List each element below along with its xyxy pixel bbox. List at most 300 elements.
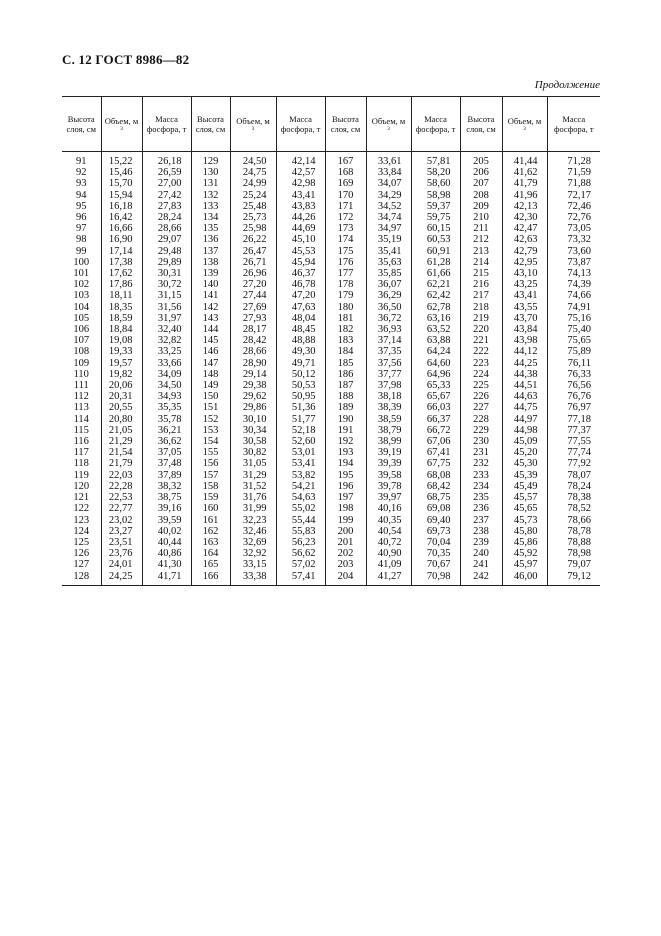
- mass-cell: 39,59: [142, 515, 191, 526]
- volume-cell: 28,17: [230, 324, 276, 335]
- height-cell: 156: [191, 458, 230, 469]
- mass-cell: 61,66: [411, 268, 460, 279]
- table-row: [62, 313, 600, 324]
- height-cell: 113: [73, 402, 89, 414]
- height-cell: 224: [460, 369, 502, 380]
- height-cell: 131: [191, 178, 230, 189]
- mass-cell: 79,12: [547, 571, 600, 586]
- volume-cell: 24,50: [230, 152, 276, 168]
- volume-cell: 45,30: [502, 458, 547, 469]
- height-cell: 235: [460, 492, 502, 503]
- height-cell: 159: [191, 492, 230, 503]
- volume-cell: 44,63: [502, 391, 547, 402]
- height-cell: 108: [73, 346, 90, 358]
- height-cell: 203: [325, 559, 366, 570]
- height-cell: 116: [73, 436, 89, 448]
- height-cell: 237: [460, 515, 502, 526]
- height-cell: 112: [73, 391, 89, 403]
- height-cell: 160: [191, 503, 230, 514]
- height-cell: 115: [73, 424, 89, 436]
- height-cell: 140: [191, 279, 230, 290]
- mass-cell: 67,06: [411, 436, 460, 447]
- volume-cell: 22,03: [101, 470, 142, 481]
- volume-cell: 21,79: [101, 458, 142, 469]
- height-cell: 106: [73, 324, 90, 336]
- volume-cell: 35,63: [366, 257, 411, 268]
- height-cell: 169: [325, 178, 366, 189]
- mass-cell: 71,28: [547, 152, 600, 168]
- mass-cell: 62,78: [411, 302, 460, 313]
- height-cell: 138: [191, 257, 230, 268]
- mass-cell: 37,05: [142, 447, 191, 458]
- mass-cell: 74,66: [547, 290, 600, 301]
- table-row: [62, 425, 600, 436]
- volume-cell: 45,92: [502, 548, 547, 559]
- mass-cell: 53,01: [276, 447, 325, 458]
- height-cell: 222: [460, 346, 502, 357]
- mass-cell: 50,12: [276, 369, 325, 380]
- height-cell: 150: [191, 391, 230, 402]
- height-cell: 198: [325, 503, 366, 514]
- mass-cell: 46,37: [276, 268, 325, 279]
- mass-cell: 54,63: [276, 492, 325, 503]
- volume-cell: 43,41: [502, 290, 547, 301]
- mass-cell: 26,59: [142, 167, 191, 178]
- table-row: [62, 526, 600, 537]
- height-cell: 180: [325, 302, 366, 313]
- volume-cell: 31,99: [230, 503, 276, 514]
- volume-cell: 28,42: [230, 335, 276, 346]
- height-cell: 118: [73, 458, 89, 470]
- height-cell: 104: [73, 301, 90, 313]
- mass-cell: 31,15: [142, 290, 191, 301]
- volume-cell: 45,65: [502, 503, 547, 514]
- mass-cell: 38,32: [142, 481, 191, 492]
- volume-cell: 27,93: [230, 313, 276, 324]
- height-cell: 147: [191, 358, 230, 369]
- mass-cell: 49,30: [276, 346, 325, 357]
- height-cell: 213: [460, 246, 502, 257]
- table-row: [62, 223, 600, 234]
- height-cell: 123: [73, 514, 90, 526]
- volume-cell: 45,86: [502, 537, 547, 548]
- table-row: [62, 492, 600, 503]
- height-cell: 212: [460, 234, 502, 245]
- table-row: [62, 290, 600, 301]
- table-row: [62, 391, 600, 402]
- volume-cell: 31,29: [230, 470, 276, 481]
- table-row: [62, 515, 600, 526]
- volume-cell: 36,29: [366, 290, 411, 301]
- height-cell: 100: [73, 256, 90, 268]
- mass-cell: 52,18: [276, 425, 325, 436]
- height-cell: 124: [73, 525, 90, 537]
- volume-cell: 25,24: [230, 190, 276, 201]
- volume-cell: 40,90: [366, 548, 411, 559]
- volume-cell: 41,62: [502, 167, 547, 178]
- volume-cell: 18,35: [101, 302, 142, 313]
- volume-cell: 33,15: [230, 559, 276, 570]
- mass-cell: 48,45: [276, 324, 325, 335]
- volume-cell: 34,07: [366, 178, 411, 189]
- mass-cell: 77,74: [547, 447, 600, 458]
- height-cell: 227: [460, 402, 502, 413]
- table-row: [62, 559, 600, 570]
- volume-cell: 26,71: [230, 257, 276, 268]
- volume-cell: 39,19: [366, 447, 411, 458]
- height-cell: 179: [325, 290, 366, 301]
- table-row: [62, 481, 600, 492]
- volume-cell: 19,82: [101, 369, 142, 380]
- header-height: Высота слоя, см: [325, 97, 366, 152]
- mass-cell: 55,02: [276, 503, 325, 514]
- mass-cell: 38,75: [142, 492, 191, 503]
- volume-cell: 43,25: [502, 279, 547, 290]
- height-cell: 200: [325, 526, 366, 537]
- table-row: [62, 234, 600, 245]
- mass-cell: 36,21: [142, 425, 191, 436]
- volume-cell: 40,35: [366, 515, 411, 526]
- mass-cell: 57,81: [411, 152, 460, 168]
- table-row: [62, 268, 600, 279]
- height-cell: 218: [460, 302, 502, 313]
- mass-cell: 45,94: [276, 257, 325, 268]
- volume-cell: 45,57: [502, 492, 547, 503]
- height-cell: 151: [191, 402, 230, 413]
- volume-cell: 29,62: [230, 391, 276, 402]
- height-cell: 219: [460, 313, 502, 324]
- mass-cell: 59,37: [411, 201, 460, 212]
- height-cell: 210: [460, 212, 502, 223]
- mass-cell: 70,67: [411, 559, 460, 570]
- height-cell: 186: [325, 369, 366, 380]
- mass-cell: 32,82: [142, 335, 191, 346]
- mass-cell: 51,36: [276, 402, 325, 413]
- mass-cell: 29,07: [142, 234, 191, 245]
- height-cell: 205: [460, 152, 502, 168]
- mass-cell: 58,60: [411, 178, 460, 189]
- height-cell: 233: [460, 470, 502, 481]
- mass-cell: 58,20: [411, 167, 460, 178]
- volume-cell: 37,98: [366, 380, 411, 391]
- table-row: [62, 470, 600, 481]
- mass-cell: 68,42: [411, 481, 460, 492]
- height-cell: 170: [325, 190, 366, 201]
- table-row: [62, 537, 600, 548]
- height-cell: 154: [191, 436, 230, 447]
- height-cell: 208: [460, 190, 502, 201]
- volume-cell: 30,10: [230, 414, 276, 425]
- volume-cell: 33,61: [366, 152, 411, 168]
- height-cell: 173: [325, 223, 366, 234]
- volume-cell: 44,38: [502, 369, 547, 380]
- height-cell: 178: [325, 279, 366, 290]
- volume-cell: 37,77: [366, 369, 411, 380]
- height-cell: 242: [460, 571, 502, 586]
- header-volume: Объем, м 3: [230, 97, 276, 152]
- volume-cell: 24,01: [101, 559, 142, 570]
- table-row: [62, 178, 600, 189]
- mass-cell: 57,41: [276, 571, 325, 586]
- volume-cell: 23,51: [101, 537, 142, 548]
- mass-cell: 47,63: [276, 302, 325, 313]
- volume-cell: 30,82: [230, 447, 276, 458]
- mass-cell: 63,88: [411, 335, 460, 346]
- volume-cell: 22,77: [101, 503, 142, 514]
- height-cell: 130: [191, 167, 230, 178]
- mass-cell: 73,60: [547, 246, 600, 257]
- mass-cell: 78,38: [547, 492, 600, 503]
- height-cell: 220: [460, 324, 502, 335]
- mass-cell: 69,40: [411, 515, 460, 526]
- height-cell: 114: [73, 413, 89, 425]
- mass-cell: 72,17: [547, 190, 600, 201]
- mass-cell: 39,16: [142, 503, 191, 514]
- mass-cell: 37,89: [142, 470, 191, 481]
- mass-cell: 53,41: [276, 458, 325, 469]
- height-cell: 129: [191, 152, 230, 168]
- volume-cell: 16,90: [101, 234, 142, 245]
- mass-cell: 56,62: [276, 548, 325, 559]
- mass-cell: 75,16: [547, 313, 600, 324]
- height-cell: 146: [191, 346, 230, 357]
- data-table: [62, 96, 600, 586]
- mass-cell: 35,35: [142, 402, 191, 413]
- height-cell: 164: [191, 548, 230, 559]
- height-cell: 143: [191, 313, 230, 324]
- volume-cell: 16,18: [101, 201, 142, 212]
- height-cell: 148: [191, 369, 230, 380]
- mass-cell: 45,10: [276, 234, 325, 245]
- height-cell: 109: [73, 357, 90, 369]
- volume-cell: 42,13: [502, 201, 547, 212]
- mass-cell: 47,20: [276, 290, 325, 301]
- header-height: Высота слоя, см: [191, 97, 230, 152]
- mass-cell: 34,09: [142, 369, 191, 380]
- height-cell: 177: [325, 268, 366, 279]
- mass-cell: 29,89: [142, 257, 191, 268]
- height-cell: 182: [325, 324, 366, 335]
- volume-cell: 19,33: [101, 346, 142, 357]
- height-cell: 121: [73, 492, 90, 504]
- mass-cell: 62,42: [411, 290, 460, 301]
- volume-cell: 45,97: [502, 559, 547, 570]
- volume-cell: 42,30: [502, 212, 547, 223]
- page-title: С. 12 ГОСТ 8986—82: [62, 52, 190, 67]
- height-cell: 127: [73, 559, 90, 571]
- mass-cell: 74,91: [547, 302, 600, 313]
- mass-cell: 77,18: [547, 414, 600, 425]
- volume-cell: 31,76: [230, 492, 276, 503]
- volume-cell: 45,20: [502, 447, 547, 458]
- volume-cell: 43,55: [502, 302, 547, 313]
- volume-cell: 29,38: [230, 380, 276, 391]
- mass-cell: 70,35: [411, 548, 460, 559]
- mass-cell: 77,37: [547, 425, 600, 436]
- mass-cell: 75,89: [547, 346, 600, 357]
- height-cell: 93: [76, 178, 87, 190]
- height-cell: 158: [191, 481, 230, 492]
- mass-cell: 78,24: [547, 481, 600, 492]
- height-cell: 236: [460, 503, 502, 514]
- height-cell: 207: [460, 178, 502, 189]
- volume-cell: 18,84: [101, 324, 142, 335]
- volume-cell: 41,96: [502, 190, 547, 201]
- volume-cell: 21,05: [101, 425, 142, 436]
- mass-cell: 68,08: [411, 470, 460, 481]
- table-row: [62, 402, 600, 413]
- volume-cell: 34,29: [366, 190, 411, 201]
- table-row: [62, 346, 600, 357]
- volume-cell: 29,14: [230, 369, 276, 380]
- mass-cell: 78,88: [547, 537, 600, 548]
- volume-cell: 45,49: [502, 481, 547, 492]
- volume-cell: 17,86: [101, 279, 142, 290]
- table-row: [62, 380, 600, 391]
- height-cell: 95: [76, 200, 87, 212]
- volume-cell: 37,56: [366, 358, 411, 369]
- volume-cell: 42,95: [502, 257, 547, 268]
- volume-cell: 29,86: [230, 402, 276, 413]
- mass-cell: 65,67: [411, 391, 460, 402]
- height-cell: 119: [73, 469, 89, 481]
- height-cell: 171: [325, 201, 366, 212]
- height-cell: 102: [73, 279, 90, 291]
- mass-cell: 57,02: [276, 559, 325, 570]
- mass-cell: 56,23: [276, 537, 325, 548]
- volume-cell: 24,99: [230, 178, 276, 189]
- mass-cell: 37,48: [142, 458, 191, 469]
- volume-cell: 17,38: [101, 257, 142, 268]
- volume-cell: 22,28: [101, 481, 142, 492]
- table-row: [62, 246, 600, 257]
- mass-cell: 30,31: [142, 268, 191, 279]
- height-cell: 128: [62, 571, 101, 586]
- volume-cell: 36,72: [366, 313, 411, 324]
- mass-cell: 69,08: [411, 503, 460, 514]
- volume-cell: 39,97: [366, 492, 411, 503]
- header-volume: Объем, м 3: [366, 97, 411, 152]
- table-row: [62, 503, 600, 514]
- height-cell: 145: [191, 335, 230, 346]
- volume-cell: 38,59: [366, 414, 411, 425]
- volume-cell: 45,09: [502, 436, 547, 447]
- volume-cell: 17,14: [101, 246, 142, 257]
- mass-cell: 64,96: [411, 369, 460, 380]
- volume-cell: 23,27: [101, 526, 142, 537]
- height-cell: 155: [191, 447, 230, 458]
- height-cell: 221: [460, 335, 502, 346]
- volume-cell: 25,98: [230, 223, 276, 234]
- table-row: [62, 447, 600, 458]
- height-cell: 191: [325, 425, 366, 436]
- mass-cell: 48,04: [276, 313, 325, 324]
- height-cell: 201: [325, 537, 366, 548]
- height-cell: 196: [325, 481, 366, 492]
- mass-cell: 34,93: [142, 391, 191, 402]
- volume-cell: 38,99: [366, 436, 411, 447]
- height-cell: 134: [191, 212, 230, 223]
- height-cell: 216: [460, 279, 502, 290]
- height-cell: 211: [460, 223, 502, 234]
- mass-cell: 77,92: [547, 458, 600, 469]
- mass-cell: 75,40: [547, 324, 600, 335]
- mass-cell: 32,40: [142, 324, 191, 335]
- mass-cell: 69,73: [411, 526, 460, 537]
- mass-cell: 73,87: [547, 257, 600, 268]
- height-cell: 101: [73, 268, 90, 280]
- volume-cell: 40,54: [366, 526, 411, 537]
- height-cell: 168: [325, 167, 366, 178]
- mass-cell: 70,04: [411, 537, 460, 548]
- volume-cell: 33,38: [230, 571, 276, 586]
- table-row: [62, 458, 600, 469]
- height-cell: 181: [325, 313, 366, 324]
- mass-cell: 76,56: [547, 380, 600, 391]
- height-cell: 157: [191, 470, 230, 481]
- height-cell: 125: [73, 536, 90, 548]
- height-cell: 117: [73, 447, 89, 459]
- volume-cell: 39,58: [366, 470, 411, 481]
- volume-cell: 39,39: [366, 458, 411, 469]
- volume-cell: 15,46: [101, 167, 142, 178]
- mass-cell: 48,88: [276, 335, 325, 346]
- height-cell: 185: [325, 358, 366, 369]
- volume-cell: 24,75: [230, 167, 276, 178]
- volume-cell: 44,97: [502, 414, 547, 425]
- header-height: Высота слоя, см: [62, 97, 101, 152]
- height-cell: 225: [460, 380, 502, 391]
- table-row: [62, 571, 600, 586]
- height-cell: 223: [460, 358, 502, 369]
- mass-cell: 52,60: [276, 436, 325, 447]
- mass-cell: 73,32: [547, 234, 600, 245]
- height-cell: 195: [325, 470, 366, 481]
- mass-cell: 44,26: [276, 212, 325, 223]
- height-cell: 206: [460, 167, 502, 178]
- mass-cell: 31,97: [142, 313, 191, 324]
- mass-cell: 49,71: [276, 358, 325, 369]
- volume-cell: 43,98: [502, 335, 547, 346]
- volume-cell: 26,96: [230, 268, 276, 279]
- height-cell: 239: [460, 537, 502, 548]
- mass-cell: 43,41: [276, 190, 325, 201]
- mass-cell: 66,72: [411, 425, 460, 436]
- volume-cell: 20,80: [101, 414, 142, 425]
- mass-cell: 40,02: [142, 526, 191, 537]
- volume-cell: 33,84: [366, 167, 411, 178]
- volume-cell: 28,66: [230, 346, 276, 357]
- mass-cell: 60,53: [411, 234, 460, 245]
- header-volume: Объем, м 3: [502, 97, 547, 152]
- volume-cell: 43,10: [502, 268, 547, 279]
- height-cell: 149: [191, 380, 230, 391]
- mass-cell: 76,76: [547, 391, 600, 402]
- volume-cell: 37,35: [366, 346, 411, 357]
- volume-cell: 35,19: [366, 234, 411, 245]
- mass-cell: 55,44: [276, 515, 325, 526]
- volume-cell: 15,70: [101, 178, 142, 189]
- height-cell: 172: [325, 212, 366, 223]
- volume-cell: 23,76: [101, 548, 142, 559]
- volume-cell: 20,31: [101, 391, 142, 402]
- volume-cell: 45,80: [502, 526, 547, 537]
- table-row: [62, 369, 600, 380]
- volume-cell: 44,75: [502, 402, 547, 413]
- mass-cell: 76,33: [547, 369, 600, 380]
- table-row: [62, 302, 600, 313]
- height-cell: 187: [325, 380, 366, 391]
